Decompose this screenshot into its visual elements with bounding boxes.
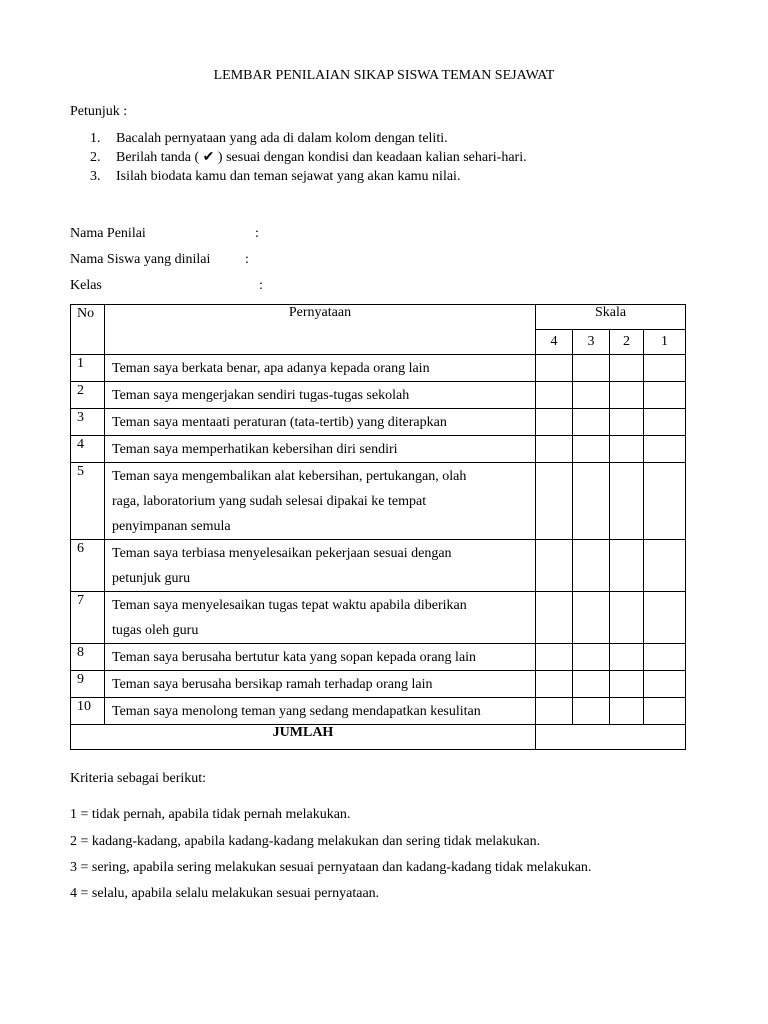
check-cell[interactable]: [610, 644, 644, 671]
check-cell[interactable]: [573, 382, 610, 409]
table-row: [71, 644, 686, 671]
header-no: No: [71, 305, 105, 355]
row-statement: Teman saya berusaha bertutur kata yang sopan kepada orang lain: [105, 644, 536, 671]
field-colon: :: [245, 252, 249, 267]
check-cell[interactable]: [573, 644, 610, 671]
scale-value-1: 1: [644, 330, 686, 355]
table-row: [71, 436, 686, 463]
check-cell[interactable]: [536, 540, 573, 592]
check-cell[interactable]: [644, 382, 686, 409]
check-cell[interactable]: [536, 644, 573, 671]
row-statement: Teman saya mengembalikan alat kebersihan, pertukangan, olah raga, laboratorium yang sudah selesai dipakai ke tempat penyimpanan semula: [105, 463, 536, 540]
check-cell[interactable]: [610, 409, 644, 436]
row-statement: Teman saya menolong teman yang sedang mendapatkan kesulitan: [105, 698, 536, 725]
field-label-class: Kelas: [70, 278, 102, 293]
instruction-item: 2. Berilah tanda ( ✔ ) sesuai dengan kondisi dan keadaan kalian sehari-hari.: [90, 150, 527, 165]
check-cell[interactable]: [610, 436, 644, 463]
check-cell[interactable]: [610, 355, 644, 382]
check-cell[interactable]: [644, 540, 686, 592]
check-cell[interactable]: [536, 463, 573, 540]
assessment-table: [70, 304, 686, 750]
check-cell[interactable]: [573, 671, 610, 698]
total-label: JUMLAH: [71, 725, 536, 750]
table-row: [71, 540, 686, 592]
row-number: 9: [71, 671, 105, 698]
row-statement: Teman saya mengerjakan sendiri tugas-tugas sekolah: [105, 382, 536, 409]
header-statement: Pernyataan: [105, 305, 536, 355]
scale-value-3: 3: [573, 330, 610, 355]
total-cell[interactable]: [536, 725, 686, 750]
row-statement: Teman saya memperhatikan kebersihan diri sendiri: [105, 436, 536, 463]
total-row: [71, 725, 686, 750]
row-statement: Teman saya terbiasa menyelesaikan pekerjaan sesuai dengan petunjuk guru: [105, 540, 536, 592]
table-row: [71, 382, 686, 409]
instruction-item: 3. Isilah biodata kamu dan teman sejawat yang akan kamu nilai.: [90, 169, 461, 184]
check-cell[interactable]: [573, 463, 610, 540]
row-number: 1: [71, 355, 105, 382]
check-cell[interactable]: [573, 540, 610, 592]
row-number: 6: [71, 540, 105, 592]
criteria-item: 2 = kadang-kadang, apabila kadang-kadang melakukan dan sering tidak melakukan.: [70, 834, 541, 849]
field-label-student: Nama Siswa yang dinilai: [70, 252, 211, 267]
check-cell[interactable]: [536, 436, 573, 463]
check-cell[interactable]: [644, 355, 686, 382]
check-cell[interactable]: [536, 671, 573, 698]
row-statement: Teman saya berusaha bersikap ramah terhadap orang lain: [105, 671, 536, 698]
instructions-list: [90, 131, 527, 188]
instruction-item: 1. Bacalah pernyataan yang ada di dalam kolom dengan teliti.: [90, 131, 448, 146]
check-cell[interactable]: [610, 463, 644, 540]
table-row: [71, 592, 686, 644]
field-colon: :: [255, 226, 259, 241]
check-cell[interactable]: [644, 436, 686, 463]
check-cell[interactable]: [573, 355, 610, 382]
criteria-heading: Kriteria sebagai berikut:: [70, 771, 207, 786]
check-cell[interactable]: [610, 592, 644, 644]
check-cell[interactable]: [644, 671, 686, 698]
criteria-item: 4 = selalu, apabila selalu melakukan sesuai pernyataan.: [70, 886, 380, 901]
row-number: 8: [71, 644, 105, 671]
row-statement: Teman saya menyelesaikan tugas tepat waktu apabila diberikan tugas oleh guru: [105, 592, 536, 644]
instructions-heading: Petunjuk :: [70, 104, 128, 119]
check-cell[interactable]: [536, 355, 573, 382]
page-title: LEMBAR PENILAIAN SIKAP SISWA TEMAN SEJAWAT: [213, 68, 555, 83]
scale-value-4: 4: [536, 330, 573, 355]
field-colon: :: [259, 278, 263, 293]
check-cell[interactable]: [644, 698, 686, 725]
check-cell[interactable]: [536, 592, 573, 644]
check-cell[interactable]: [573, 592, 610, 644]
check-cell[interactable]: [610, 698, 644, 725]
criteria-item: 1 = tidak pernah, apabila tidak pernah melakukan.: [70, 807, 351, 822]
check-cell[interactable]: [573, 698, 610, 725]
table-row: [71, 355, 686, 382]
check-cell[interactable]: [573, 436, 610, 463]
header-scale: Skala: [536, 305, 686, 330]
check-cell[interactable]: [644, 644, 686, 671]
check-cell[interactable]: [644, 592, 686, 644]
row-number: 3: [71, 409, 105, 436]
row-statement: Teman saya berkata benar, apa adanya kepada orang lain: [105, 355, 536, 382]
table-row: [71, 671, 686, 698]
check-cell[interactable]: [610, 382, 644, 409]
check-cell[interactable]: [644, 463, 686, 540]
row-number: 2: [71, 382, 105, 409]
row-number: 7: [71, 592, 105, 644]
row-number: 10: [71, 698, 105, 725]
table-row: [71, 698, 686, 725]
scale-value-2: 2: [610, 330, 644, 355]
table-row: [71, 409, 686, 436]
row-statement: Teman saya mentaati peraturan (tata-tertib) yang diterapkan: [105, 409, 536, 436]
check-cell[interactable]: [610, 540, 644, 592]
row-number: 5: [71, 463, 105, 540]
table-row: [71, 463, 686, 540]
criteria-item: 3 = sering, apabila sering melakukan sesuai pernyataan dan kadang-kadang tidak melakukan.: [70, 860, 592, 875]
check-cell[interactable]: [644, 409, 686, 436]
row-number: 4: [71, 436, 105, 463]
check-cell[interactable]: [536, 409, 573, 436]
check-cell[interactable]: [536, 382, 573, 409]
field-label-evaluator: Nama Penilai: [70, 226, 146, 241]
check-cell[interactable]: [536, 698, 573, 725]
check-cell[interactable]: [573, 409, 610, 436]
check-cell[interactable]: [610, 671, 644, 698]
